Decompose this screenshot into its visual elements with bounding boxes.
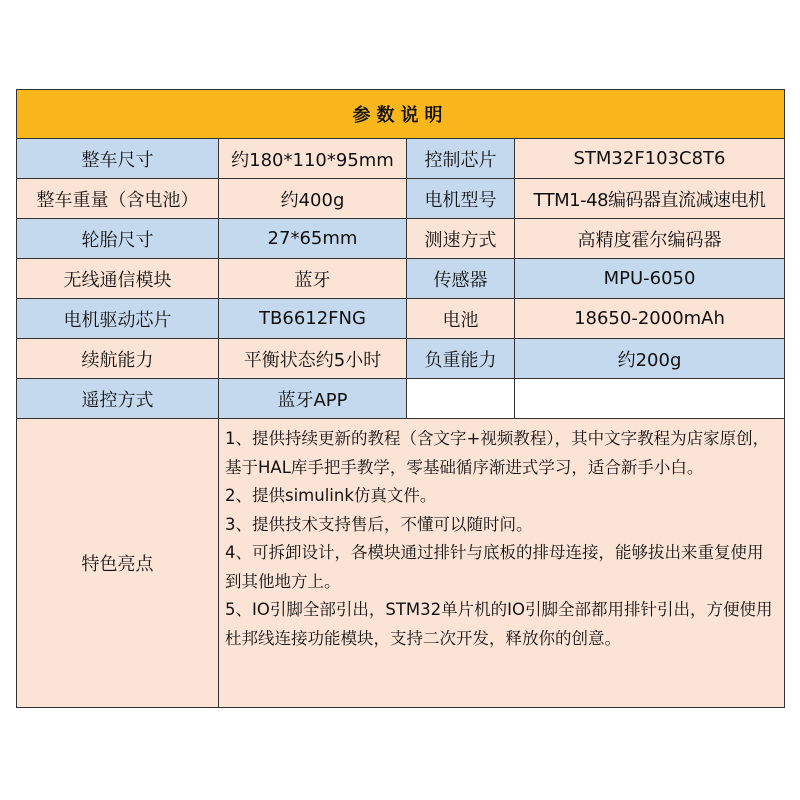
empty-cell (407, 379, 515, 419)
label-cell: 整车尺寸 (17, 139, 219, 179)
value-cell: 蓝牙APP (219, 379, 407, 419)
table-row (17, 179, 785, 219)
label-cell: 传感器 (407, 259, 515, 299)
feature-item: 1、提供持续更新的教程（含文字+视频教程），其中文字教程为店家原创，基于HAL库手把手教学，零基础循序渐进式学习，适合新手小白。 (225, 429, 770, 477)
features-label: 特色亮点 (17, 419, 219, 708)
value-cell: 18650-2000mAh (515, 299, 785, 339)
value-cell: 约180*110*95mm (219, 139, 407, 179)
value-cell: 蓝牙 (219, 259, 407, 299)
table-row (17, 259, 785, 299)
table-title: 参数说明 (17, 90, 785, 139)
value-cell: STM32F103C8T6 (515, 139, 785, 179)
label-cell: 电机驱动芯片 (17, 299, 219, 339)
value-cell: TTM1-48编码器直流减速电机 (515, 179, 785, 219)
feature-item: 3、提供技术支持售后，不懂可以随时问。 (225, 514, 533, 534)
value-cell: 高精度霍尔编码器 (515, 219, 785, 259)
value-cell: 约200g (515, 339, 785, 379)
feature-item: 4、可拆卸设计，各模块通过排针与底板的排母连接，能够拔出来重复使用到其他地方上。 (225, 543, 764, 591)
value-cell: MPU-6050 (515, 259, 785, 299)
label-cell: 无线通信模块 (17, 259, 219, 299)
label-cell: 整车重量（含电池） (17, 179, 219, 219)
table-row (17, 379, 785, 419)
feature-item: 2、提供simulink仿真文件。 (225, 486, 437, 505)
features-row (17, 419, 785, 708)
value-cell: 平衡状态约5小时 (219, 339, 407, 379)
value-cell: 约400g (219, 179, 407, 219)
spec-table (16, 89, 785, 708)
empty-cell (515, 379, 785, 419)
value-cell: 27*65mm (219, 219, 407, 259)
features-list (219, 419, 785, 708)
table-row (17, 339, 785, 379)
label-cell: 电机型号 (407, 179, 515, 219)
value-cell: TB6612FNG (219, 299, 407, 339)
table-row (17, 219, 785, 259)
table-row (17, 299, 785, 339)
label-cell: 轮胎尺寸 (17, 219, 219, 259)
label-cell: 遥控方式 (17, 379, 219, 419)
label-cell: 负重能力 (407, 339, 515, 379)
label-cell: 测速方式 (407, 219, 515, 259)
table-row (17, 139, 785, 179)
feature-item: 5、IO引脚全部引出，STM32单片机的IO引脚全部都用排针引出，方便使用杜邦线连接功能模块，支持二次开发，释放你的创意。 (225, 600, 773, 648)
label-cell: 电池 (407, 299, 515, 339)
label-cell: 续航能力 (17, 339, 219, 379)
label-cell: 控制芯片 (407, 139, 515, 179)
